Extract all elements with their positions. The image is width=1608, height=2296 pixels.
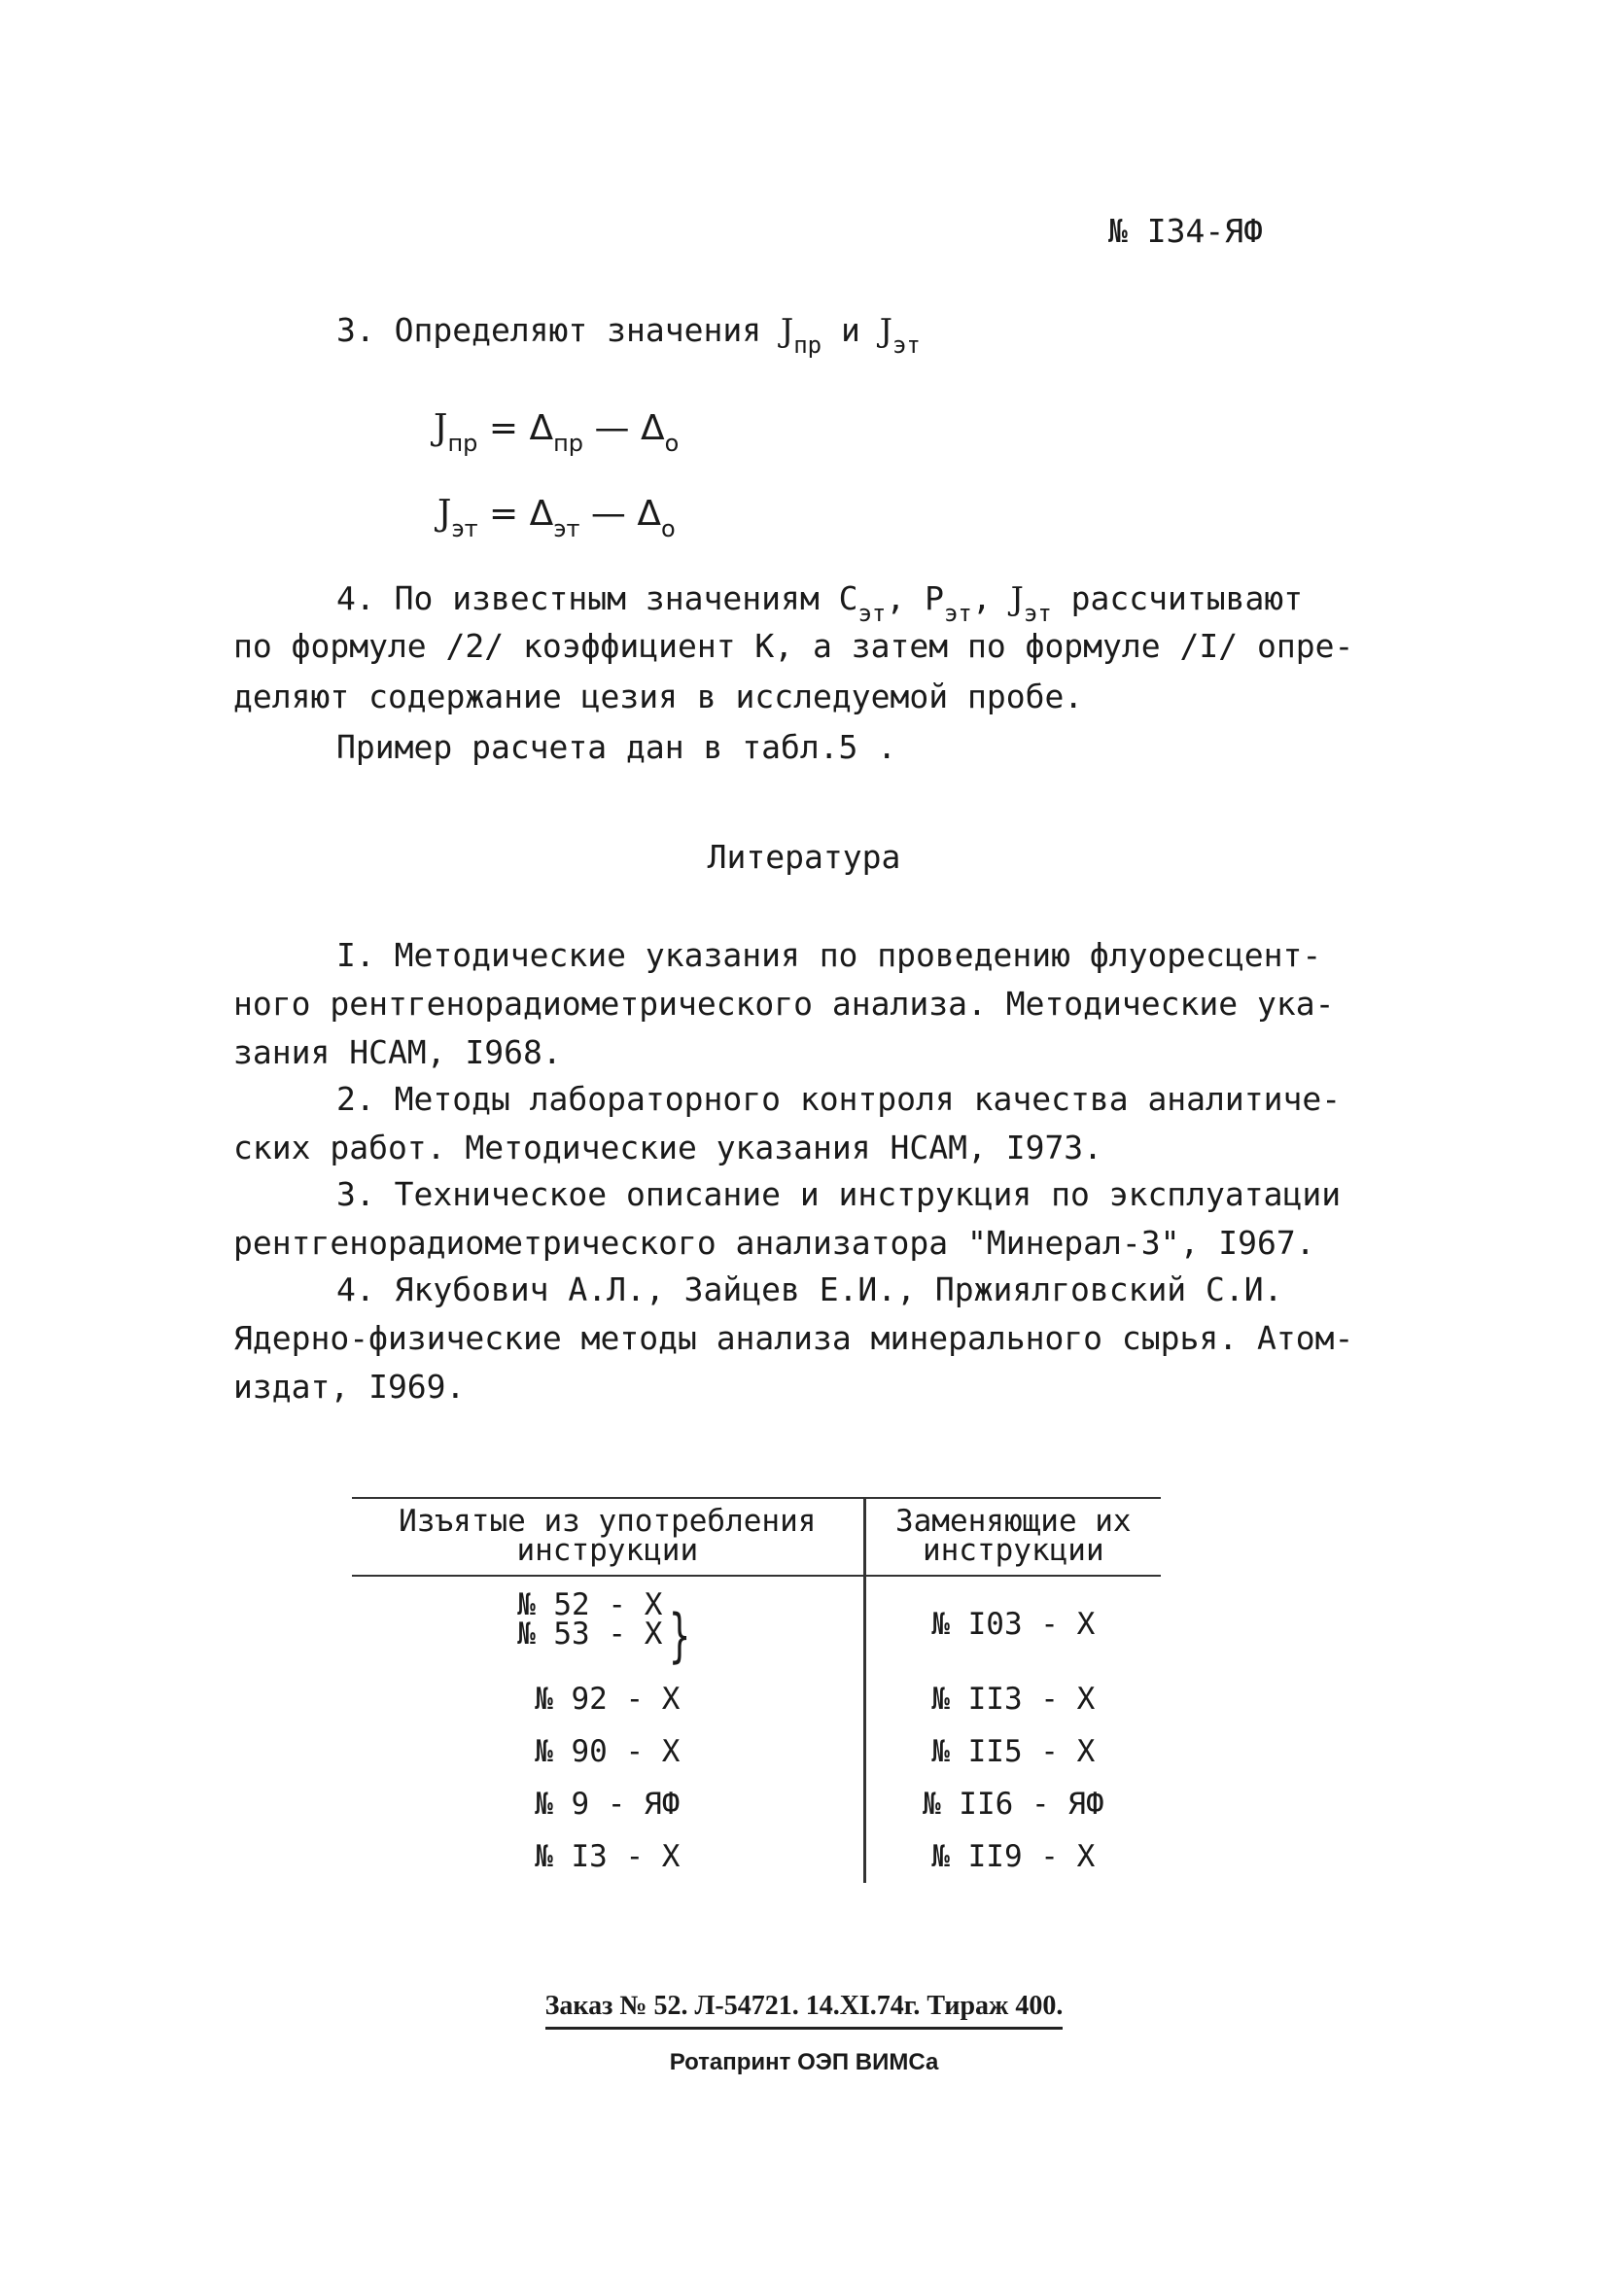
header-replacing (864, 1498, 1161, 1576)
header-withdrawn (352, 1498, 864, 1576)
subscript: эт (891, 331, 921, 359)
delta: Δ (529, 408, 554, 448)
subscript: эт (943, 600, 972, 627)
subscript: пр (553, 430, 584, 457)
step-4-pre: 4. По известным значениям (336, 579, 820, 617)
literature-line: ного рентгенорадиометрического анализа. Методические ука- (233, 985, 1335, 1023)
cell-text: № 53 - X (517, 1617, 663, 1652)
table-row (352, 1725, 1161, 1778)
replacement-table (352, 1497, 1161, 1883)
print-order-text: Заказ № 52. Л-54721. 14.XI.74г. Тираж 400. (545, 1991, 1064, 2030)
subscript: эт (857, 600, 887, 627)
header-text: Заменяющие их (894, 1504, 1132, 1539)
table-cell: № I3 - X (352, 1830, 864, 1883)
subscript: о (664, 430, 680, 457)
table-cell: № II3 - X (931, 1681, 1096, 1717)
literature-line: 2. Методы лабораторного контроля качества аналитиче- (336, 1080, 1342, 1118)
symbol-j: J (434, 408, 448, 448)
delta: Δ (640, 408, 665, 448)
step-4-line-1: 4. По известным значениям $C_{эт}$, $P_{эт}$, $J_{эт}$ рассчитывают (336, 579, 1304, 627)
subscript: пр (447, 430, 478, 457)
equals-sign: = (488, 408, 518, 448)
table-row (352, 1830, 1161, 1883)
literature-line: издат, I969. (233, 1368, 466, 1406)
table-cell: № II9 - X (931, 1838, 1096, 1874)
header-text: инструкции (922, 1533, 1104, 1568)
step-4-line-4: Пример расчета дан в табл.5 . (336, 728, 897, 766)
subscript: эт (451, 515, 478, 542)
symbol-j: J (879, 311, 892, 349)
brace: } (669, 1601, 691, 1670)
table-row (352, 1778, 1161, 1830)
literature-line: Ядерно-физические методы анализа минерального сырья. Атом- (233, 1319, 1354, 1357)
literature-line: I. Методические указания по проведению флуоресцент- (336, 936, 1322, 974)
doc-number: № I34-ЯФ (1108, 212, 1263, 250)
minus-sign: — (594, 408, 630, 448)
subscript: о (661, 515, 676, 542)
table-cell: № II6 - ЯФ (922, 1786, 1104, 1822)
symbol-p: P (925, 579, 944, 617)
literature-line: 3. Техническое описание и инструкция по эксплуатации (336, 1175, 1342, 1213)
delta: Δ (637, 494, 662, 534)
symbol-j: J (780, 311, 794, 349)
literature-line: ских работ. Методические указания НСАМ, I973. (233, 1129, 1103, 1166)
step-3 (336, 311, 921, 359)
step-3-text: 3. Определяют значения (336, 311, 762, 349)
equals-sign: = (489, 494, 519, 534)
table-cell: № 90 - X (352, 1725, 864, 1778)
literature-line: рентгенорадиометрического анализатора "Минерал-3", I967. (233, 1224, 1315, 1262)
table-row (352, 1576, 1161, 1673)
minus-sign: — (590, 494, 626, 534)
table-cell: № 92 - X (352, 1673, 864, 1725)
table-cell: № I03 - X (931, 1607, 1096, 1643)
literature-heading: Литература (707, 838, 901, 876)
print-order-info (0, 1991, 1608, 2022)
subscript: эт (1023, 600, 1052, 627)
step-4-line-3: деляют содержание цезия в исследуемой пробе. (233, 678, 1084, 715)
symbol-j: J (1010, 579, 1024, 617)
formula-j-et (437, 494, 676, 542)
cell-text: № 52 - X (517, 1587, 663, 1622)
table-row (352, 1673, 1161, 1725)
literature-line: зания НСАМ, I968. (233, 1033, 562, 1071)
table-cell: № 9 - ЯФ (352, 1778, 864, 1830)
formula-j-pr (434, 408, 680, 457)
header-text: инструкции (516, 1533, 699, 1568)
step-4-post: рассчитывают (1070, 579, 1304, 617)
header-text: Изъятые из употребления (399, 1504, 817, 1539)
table-cell: № II5 - X (931, 1733, 1096, 1769)
printer-info: Ротапринт ОЭП ВИМСа (669, 2049, 939, 2075)
table-cell (352, 1576, 864, 1673)
grouped-instructions (517, 1587, 663, 1652)
table-header-row (352, 1498, 1161, 1576)
conjunction: и (840, 311, 860, 349)
symbol-j: J (437, 494, 452, 534)
step-4-line-2: по формуле /2/ коэффициент К, а затем по формуле /I/ опре- (233, 627, 1354, 665)
literature-line: 4. Якубович А.Л., Зайцев Е.И., Пржиялговский С.И. (336, 1270, 1283, 1308)
delta: Δ (529, 494, 554, 534)
symbol-c: C (838, 579, 858, 617)
subscript: эт (553, 515, 580, 542)
subscript: пр (793, 331, 822, 359)
